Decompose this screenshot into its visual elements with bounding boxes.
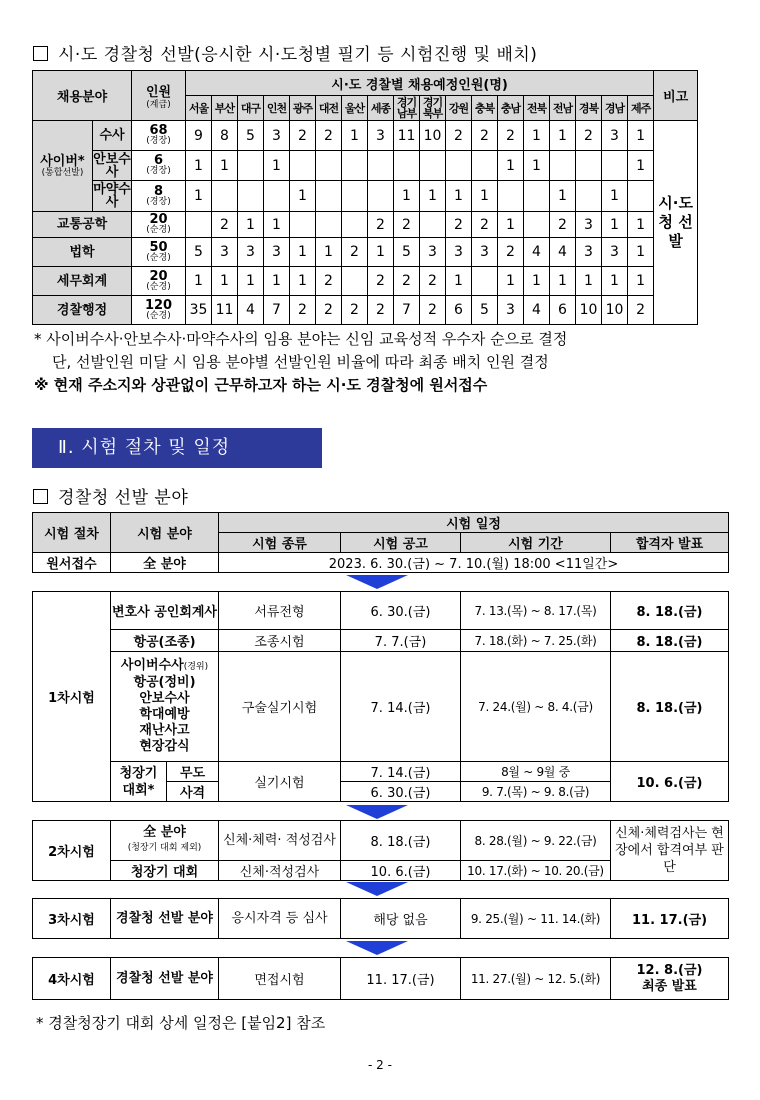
region-count-cell: 5 (394, 238, 420, 267)
region-count-cell (316, 181, 342, 212)
note-3: ※ 현재 주소지와 상관없이 근무하고자 하는 시·도 경찰청에 원서접수 (34, 376, 488, 394)
first-r1-notice: 6. 30.(금) (341, 592, 461, 630)
region-count-cell: 2 (420, 296, 446, 325)
first-exam-stage: 1차시험 (33, 592, 111, 802)
region-count-cell: 2 (498, 121, 524, 151)
region-count-cell: 1 (524, 151, 550, 181)
region-header: 광주 (290, 96, 316, 121)
region-count-cell: 1 (420, 181, 446, 212)
region-count-cell (342, 181, 368, 212)
headcount-cell: 50 (순경) (132, 238, 186, 267)
region-count-cell (238, 151, 264, 181)
headcount-cell: 20 (순경) (132, 212, 186, 238)
region-count-cell: 1 (498, 151, 524, 181)
fourth-result: 12. 8.(금) 최종 발표 (611, 958, 729, 1000)
region-count-cell: 3 (446, 238, 472, 267)
recruitment-table (32, 70, 698, 325)
region-count-cell: 1 (238, 267, 264, 296)
headcount-cell: 120 (순경) (132, 296, 186, 325)
region-count-cell: 2 (316, 267, 342, 296)
first-r4-period1: 8월 ~ 9월 중 (461, 762, 611, 782)
header-plan: 시·도 경찰별 채용예정인원(명) (186, 71, 654, 96)
region-count-cell: 1 (290, 181, 316, 212)
headcount-cell: 6 (경장) (132, 151, 186, 181)
fourth-notice: 11. 17.(금) (341, 958, 461, 1000)
header-field: 채용분야 (33, 71, 132, 121)
first-r4-notice1: 7. 14.(금) (341, 762, 461, 782)
region-count-cell (342, 267, 368, 296)
region-count-cell: 1 (602, 267, 628, 296)
subfield-label: 안보수사 (93, 151, 131, 180)
region-count-cell (290, 212, 316, 238)
region-count-cell (498, 181, 524, 212)
region-count-cell (342, 212, 368, 238)
schedule-header-table (32, 512, 729, 573)
region-count-cell: 1 (186, 267, 212, 296)
region-count-cell: 35 (186, 296, 212, 325)
region-count-cell: 1 (446, 181, 472, 212)
region-count-cell: 1 (628, 121, 654, 151)
checkbox-square-icon (33, 46, 48, 61)
field-label: 경찰행정 (33, 296, 132, 325)
first-r4-sub1: 무도 (167, 762, 219, 782)
group-label-cyber: 사이버* (통합선발) (33, 121, 93, 212)
region-count-cell: 4 (524, 296, 550, 325)
first-r4-field: 청장기 대회* (111, 762, 167, 802)
second-r1-field: 全 분야 (청장기 대회 제외) (111, 821, 219, 861)
region-count-cell (576, 151, 602, 181)
second-r2-field: 청장기 대회 (111, 861, 219, 881)
region-count-cell: 1 (498, 267, 524, 296)
fourth-field: 경찰청 선발 분야 (111, 958, 219, 1000)
region-count-cell: 8 (212, 121, 238, 151)
region-header: 제주 (628, 96, 654, 121)
region-header: 울산 (342, 96, 368, 121)
region-count-cell (368, 151, 394, 181)
first-r3-type: 구술실기시험 (219, 652, 341, 762)
region-count-cell: 2 (212, 212, 238, 238)
region-header: 충북 (472, 96, 498, 121)
region-count-cell: 1 (524, 121, 550, 151)
application-stage: 원서접수 (33, 553, 111, 573)
header-stage: 시험 절차 (33, 513, 111, 553)
region-count-cell: 3 (602, 121, 628, 151)
down-arrow-icon (346, 882, 408, 896)
region-count-cell: 4 (238, 296, 264, 325)
region-count-cell: 3 (264, 121, 290, 151)
first-r1-result: 8. 18.(금) (611, 592, 729, 630)
region-count-cell: 1 (290, 267, 316, 296)
region-count-cell: 1 (238, 212, 264, 238)
first-r4-period2: 9. 7.(목) ~ 9. 8.(금) (461, 782, 611, 802)
header-remark: 비고 (654, 71, 698, 121)
region-header: 전남 (550, 96, 576, 121)
region-count-cell: 2 (342, 296, 368, 325)
region-count-cell: 10 (420, 121, 446, 151)
down-arrow-icon (346, 575, 408, 589)
region-header: 경기남부 (394, 96, 420, 121)
region-count-cell (446, 151, 472, 181)
region-count-cell (342, 151, 368, 181)
fourth-type: 면접시험 (219, 958, 341, 1000)
region-count-cell: 1 (550, 181, 576, 212)
section-banner: Ⅱ. 시험 절차 및 일정 (32, 428, 322, 468)
region-count-cell (524, 181, 550, 212)
region-count-cell: 3 (472, 238, 498, 267)
region-count-cell: 2 (550, 212, 576, 238)
region-header: 대전 (316, 96, 342, 121)
first-r4-result: 10. 6.(금) (611, 762, 729, 802)
region-count-cell: 1 (628, 151, 654, 181)
region-header: 충남 (498, 96, 524, 121)
region-count-cell: 2 (576, 121, 602, 151)
region-count-cell: 3 (576, 212, 602, 238)
first-r3-period: 7. 24.(월) ~ 8. 4.(금) (461, 652, 611, 762)
first-r3-result: 8. 18.(금) (611, 652, 729, 762)
region-count-cell: 3 (420, 238, 446, 267)
third-field: 경찰청 선발 분야 (111, 899, 219, 939)
region-count-cell: 11 (212, 296, 238, 325)
region-header: 경남 (602, 96, 628, 121)
second-r2-type: 신체·적성검사 (219, 861, 341, 881)
region-count-cell: 1 (316, 238, 342, 267)
region-count-cell: 3 (498, 296, 524, 325)
third-period: 9. 25.(월) ~ 11. 14.(화) (461, 899, 611, 939)
region-count-cell: 6 (550, 296, 576, 325)
region-count-cell (368, 181, 394, 212)
region-count-cell: 2 (290, 296, 316, 325)
region-count-cell: 10 (576, 296, 602, 325)
first-r1-field: 변호사 공인회계사 (111, 592, 219, 630)
region-count-cell: 1 (186, 181, 212, 212)
subfield-label: 수사 (93, 121, 132, 151)
region-count-cell: 2 (420, 267, 446, 296)
region-count-cell (576, 181, 602, 212)
second-exam-stage: 2차시험 (33, 821, 111, 881)
region-header: 인천 (264, 96, 290, 121)
region-count-cell: 11 (394, 121, 420, 151)
region-count-cell: 3 (602, 238, 628, 267)
region-count-cell: 2 (472, 121, 498, 151)
second-result: 신체·체력검사는 현장에서 합격여부 판단 (611, 821, 729, 881)
field-label: 세무회계 (33, 267, 132, 296)
first-r2-notice: 7. 7.(금) (341, 630, 461, 652)
region-count-cell: 2 (498, 238, 524, 267)
region-count-cell: 3 (368, 121, 394, 151)
fourth-exam-table (32, 957, 729, 1000)
second-r1-period: 8. 28.(월) ~ 9. 22.(금) (461, 821, 611, 861)
application-schedule: 2023. 6. 30.(금) ~ 7. 10.(월) 18:00 <11일간> (219, 553, 729, 573)
first-r2-field: 항공(조종) (111, 630, 219, 652)
first-r1-type: 서류전형 (219, 592, 341, 630)
region-count-cell (420, 212, 446, 238)
region-count-cell: 2 (368, 267, 394, 296)
second-exam-table (32, 820, 729, 881)
region-count-cell: 1 (628, 238, 654, 267)
subfield-label: 마약수사 (93, 182, 131, 210)
region-header: 대구 (238, 96, 264, 121)
region-count-cell: 2 (316, 296, 342, 325)
header-count: 인원 (계급) (132, 71, 186, 121)
region-header: 세종 (368, 96, 394, 121)
region-count-cell: 2 (316, 121, 342, 151)
header-result: 합격자 발표 (611, 533, 729, 553)
region-count-cell: 10 (602, 296, 628, 325)
region-count-cell: 7 (394, 296, 420, 325)
region-count-cell: 2 (368, 212, 394, 238)
region-count-cell: 1 (368, 238, 394, 267)
third-notice: 해당 없음 (341, 899, 461, 939)
first-r3-notice: 7. 14.(금) (341, 652, 461, 762)
region-header: 경기북부 (420, 96, 446, 121)
region-count-cell: 3 (212, 238, 238, 267)
region-count-cell: 1 (550, 267, 576, 296)
region-count-cell: 4 (524, 238, 550, 267)
region-count-cell (550, 151, 576, 181)
application-field: 全 분야 (111, 553, 219, 573)
region-count-cell (602, 151, 628, 181)
region-count-cell: 1 (342, 121, 368, 151)
region-count-cell: 1 (602, 181, 628, 212)
third-exam-stage: 3차시험 (33, 899, 111, 939)
page-number: - 2 - (368, 1058, 392, 1072)
down-arrow-icon (346, 805, 408, 819)
first-r2-period: 7. 18.(화) ~ 7. 25.(화) (461, 630, 611, 652)
region-count-cell: 2 (290, 121, 316, 151)
region-count-cell: 7 (264, 296, 290, 325)
first-r4-sub2: 사격 (167, 782, 219, 802)
section1-heading: 시·도 경찰청 선발(응시한 시·도청별 필기 등 시험진행 및 배치) (33, 40, 537, 65)
region-count-cell: 1 (628, 212, 654, 238)
region-count-cell: 3 (264, 238, 290, 267)
region-count-cell (472, 267, 498, 296)
region-count-cell (290, 151, 316, 181)
region-count-cell: 2 (446, 212, 472, 238)
recruitment-notes (34, 328, 567, 397)
field-label: 법학 (33, 238, 132, 267)
region-count-cell (394, 151, 420, 181)
region-count-cell: 1 (212, 151, 238, 181)
second-r2-period: 10. 17.(화) ~ 10. 20.(금) (461, 861, 611, 881)
region-count-cell: 2 (628, 296, 654, 325)
region-count-cell: 1 (472, 181, 498, 212)
region-count-cell: 9 (186, 121, 212, 151)
region-count-cell: 1 (394, 181, 420, 212)
region-count-cell: 5 (238, 121, 264, 151)
section2-heading: 경찰청 선발 분야 (33, 483, 188, 508)
region-count-cell: 1 (550, 121, 576, 151)
region-count-cell: 5 (186, 238, 212, 267)
region-count-cell: 1 (524, 267, 550, 296)
region-count-cell: 2 (368, 296, 394, 325)
headcount-cell: 8 (경장) (132, 181, 186, 212)
region-count-cell: 1 (264, 151, 290, 181)
fourth-period: 11. 27.(월) ~ 12. 5.(화) (461, 958, 611, 1000)
third-type: 응시자격 등 심사 (219, 899, 341, 939)
region-count-cell: 2 (472, 212, 498, 238)
field-label: 교통공학 (33, 212, 132, 238)
first-r4-notice2: 6. 30.(금) (341, 782, 461, 802)
header-exam-field: 시험 분야 (111, 513, 219, 553)
region-count-cell: 2 (342, 238, 368, 267)
first-r4-type: 실기시험 (219, 762, 341, 802)
region-count-cell (472, 151, 498, 181)
header-type: 시험 종류 (219, 533, 341, 553)
region-count-cell: 1 (498, 212, 524, 238)
header-schedule: 시험 일정 (219, 513, 729, 533)
region-count-cell: 1 (576, 267, 602, 296)
note-2: 단, 선발인원 미달 시 임용 분야별 선발인원 비율에 따라 최종 배치 인원 결정 (52, 353, 549, 371)
region-count-cell (316, 151, 342, 181)
first-r1-period: 7. 13.(목) ~ 8. 17.(목) (461, 592, 611, 630)
first-exam-table (32, 591, 729, 802)
region-header: 경북 (576, 96, 602, 121)
region-count-cell: 2 (394, 212, 420, 238)
region-count-cell (316, 212, 342, 238)
footnote: * 경찰청장기 대회 상세 일정은 [붙임2] 참조 (36, 1014, 326, 1032)
region-count-cell: 1 (602, 212, 628, 238)
down-arrow-icon (346, 941, 408, 955)
note-1: * 사이버수사·안보수사·마약수사의 임용 분야는 신임 교육성적 우수자 순으로 결정 (34, 330, 568, 348)
region-header: 전북 (524, 96, 550, 121)
checkbox-square-icon (33, 489, 48, 504)
region-count-cell: 2 (394, 267, 420, 296)
second-r2-notice: 10. 6.(금) (341, 861, 461, 881)
first-r3-field: 사이버수사(경위) 항공(정비) 안보수사 학대예방 재난사고 현장감식 (111, 652, 219, 762)
region-count-cell: 1 (212, 267, 238, 296)
region-count-cell: 1 (264, 267, 290, 296)
region-count-cell: 2 (446, 121, 472, 151)
region-count-cell: 3 (576, 238, 602, 267)
region-count-cell: 3 (238, 238, 264, 267)
region-count-cell: 1 (628, 267, 654, 296)
fourth-exam-stage: 4차시험 (33, 958, 111, 1000)
region-count-cell (212, 181, 238, 212)
region-count-cell: 1 (446, 267, 472, 296)
headcount-cell: 68 (경장) (132, 121, 186, 151)
region-count-cell: 5 (472, 296, 498, 325)
header-period: 시험 기간 (461, 533, 611, 553)
region-count-cell (420, 151, 446, 181)
region-count-cell (238, 181, 264, 212)
region-count-cell (628, 181, 654, 212)
first-r2-result: 8. 18.(금) (611, 630, 729, 652)
region-count-cell (524, 212, 550, 238)
region-count-cell (186, 212, 212, 238)
region-count-cell: 1 (186, 151, 212, 181)
third-result: 11. 17.(금) (611, 899, 729, 939)
third-exam-table (32, 898, 729, 939)
second-r1-type: 신체·체력· 적성검사 (219, 821, 341, 861)
region-count-cell: 1 (290, 238, 316, 267)
region-count-cell (264, 181, 290, 212)
headcount-cell: 20 (순경) (132, 267, 186, 296)
region-header: 서울 (186, 96, 212, 121)
header-notice: 시험 공고 (341, 533, 461, 553)
second-r1-notice: 8. 18.(금) (341, 821, 461, 861)
region-count-cell: 4 (550, 238, 576, 267)
region-count-cell: 6 (446, 296, 472, 325)
region-header: 강원 (446, 96, 472, 121)
region-header: 부산 (212, 96, 238, 121)
region-count-cell: 1 (264, 212, 290, 238)
remark-cell: 시·도청 선발 (654, 121, 698, 325)
first-r2-type: 조종시험 (219, 630, 341, 652)
